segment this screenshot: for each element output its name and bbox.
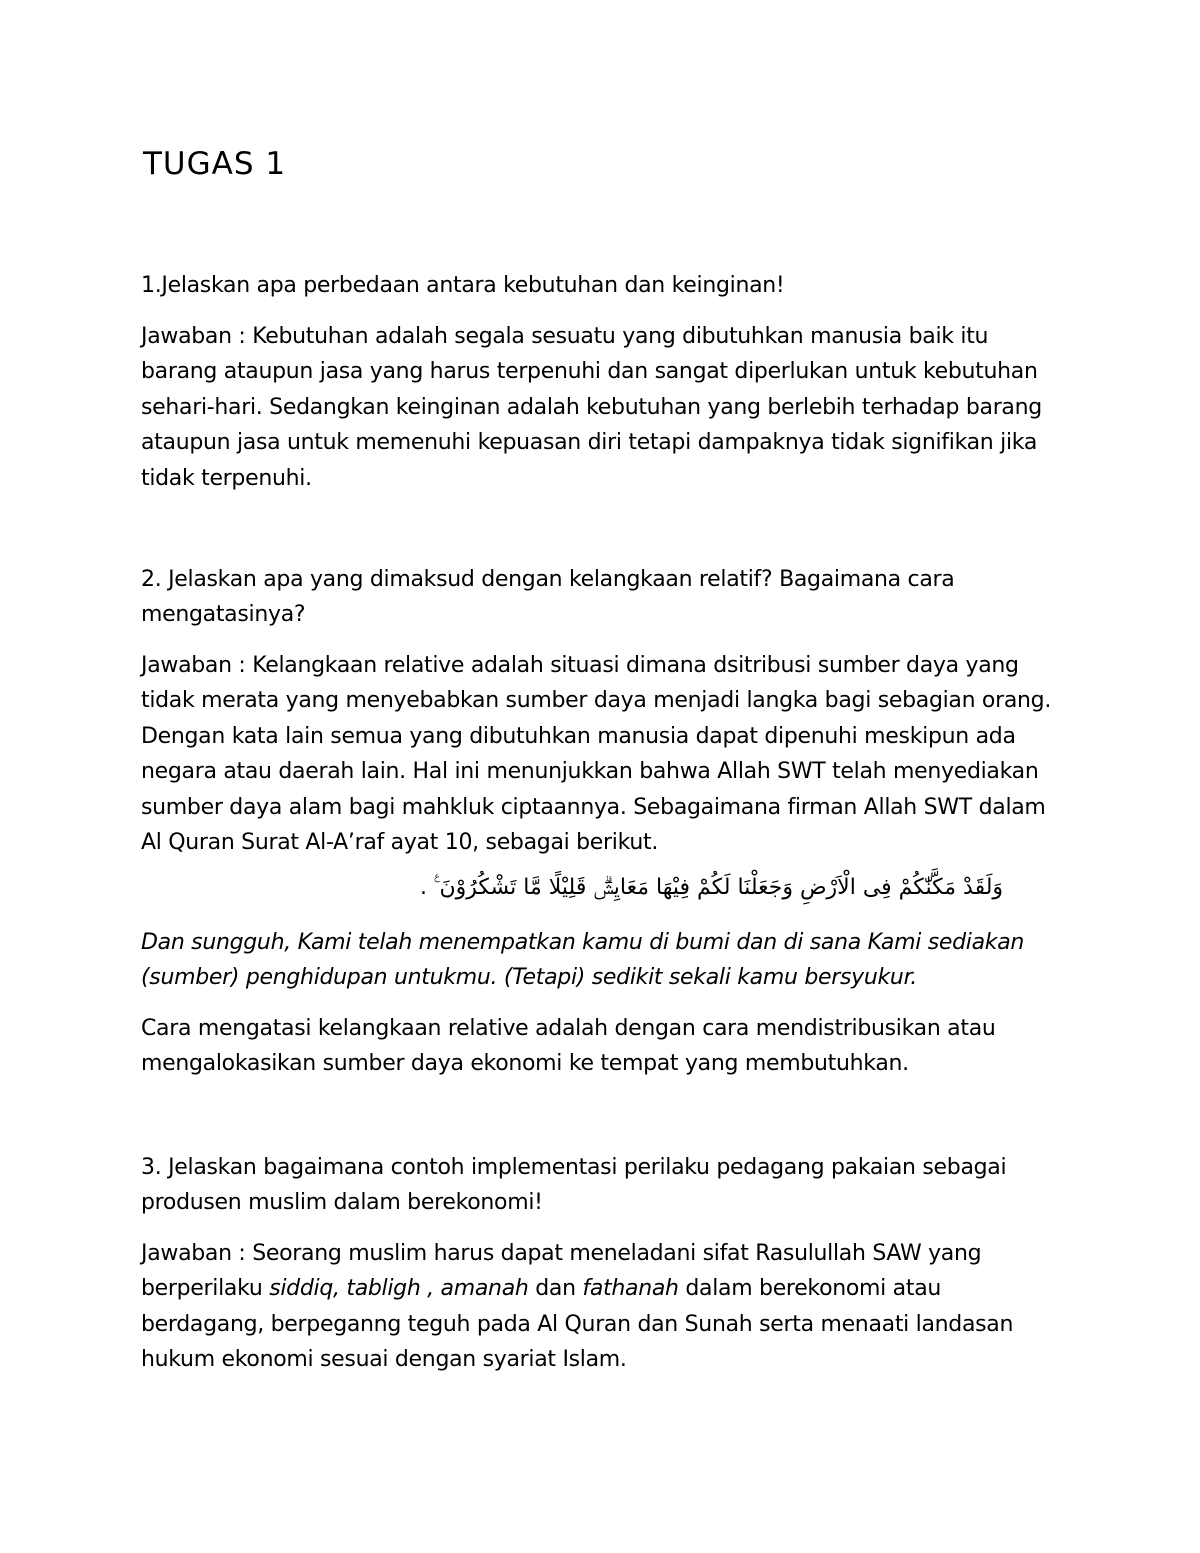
verse-translation: Dan sungguh, Kami telah menempatkan kamu di bumi dan di sana Kami sediakan (sumber) penghidupan untukmu. (Tetapi) sedikit sekali kamu bersyukur.: [141, 930, 1025, 991]
question-2: 2. Jelaskan apa yang dimaksud dengan kelangkaan relatif? Bagaimana cara mengatasinya?: [141, 567, 955, 628]
answer-2: Jawaban : Kelangkaan relative adalah situasi dimana dsitribusi sumber daya yang tidak merata yang menyebabkan sumber daya menjadi langka bagi sebagian orang. Dengan kata lain semua yang dibutuhkan manusia dapat dipenuhi meskipun ada negara atau daerah lain. Hal ini menunjukkan bahwa Allah SWT telah menyediakan sumber daya alam bagi mahkluk ciptaannya. Sebagaimana firman Allah SWT dalam Al Quran Surat Al-A’raf ayat 10, sebagai berikut.: [141, 653, 1052, 856]
answer-2-solution: Cara mengatasi kelangkaan relative adalah dengan cara mendistribusikan atau mengalokasikan sumber daya ekonomi ke tempat yang membutuhkan.: [141, 1016, 996, 1077]
answer-1: Jawaban : Kebutuhan adalah segala sesuatu yang dibutuhkan manusia baik itu barang ataupun jasa yang harus terpenuhi dan sangat diperlukan untuk kebutuhan sehari-hari. Sedangkan keinginan adalah kebutuhan yang berlebih terhadap barang ataupun jasa untuk memenuhi kepuasan diri tetapi dampaknya tidak signifikan jika tidak terpenuhi.: [141, 324, 1042, 491]
page-title: TUGAS 1: [143, 146, 287, 182]
question-3: 3. Jelaskan bagaimana contoh implementasi perilaku pedagang pakaian sebagai produsen muslim dalam berekonomi!: [141, 1155, 1007, 1216]
arabic-verse: وَلَقَدْ مَكَّنّٰكُمْ فِى الْاَرْضِ وَجَعَلْنَا لَكُمْ فِيْهَا مَعَايِشَۗ قَلِيْلًا مَّا تَشْكُرُوْنَ ࣖ .: [420, 875, 1004, 900]
answer-3-terms: siddiq, tabligh , amanah: [269, 1276, 529, 1302]
answer-3-part1: Jawaban : Seorang muslim harus dapat meneladani sifat Rasulullah SAW yang berperilaku: [141, 1241, 982, 1302]
question-1: 1.Jelaskan apa perbedaan antara kebutuhan dan keinginan!: [141, 273, 785, 298]
answer-3-and: dan: [528, 1276, 583, 1302]
answer-3: [141, 1236, 1061, 1378]
answer-3-term-last: fathanah: [582, 1276, 679, 1302]
answer-3-part2: dalam berekonomi atau berdagang, berpeganng teguh pada Al Quran dan Sunah serta menaati landasan hukum ekonomi sesuai dengan syariat Islam.: [141, 1276, 1014, 1373]
